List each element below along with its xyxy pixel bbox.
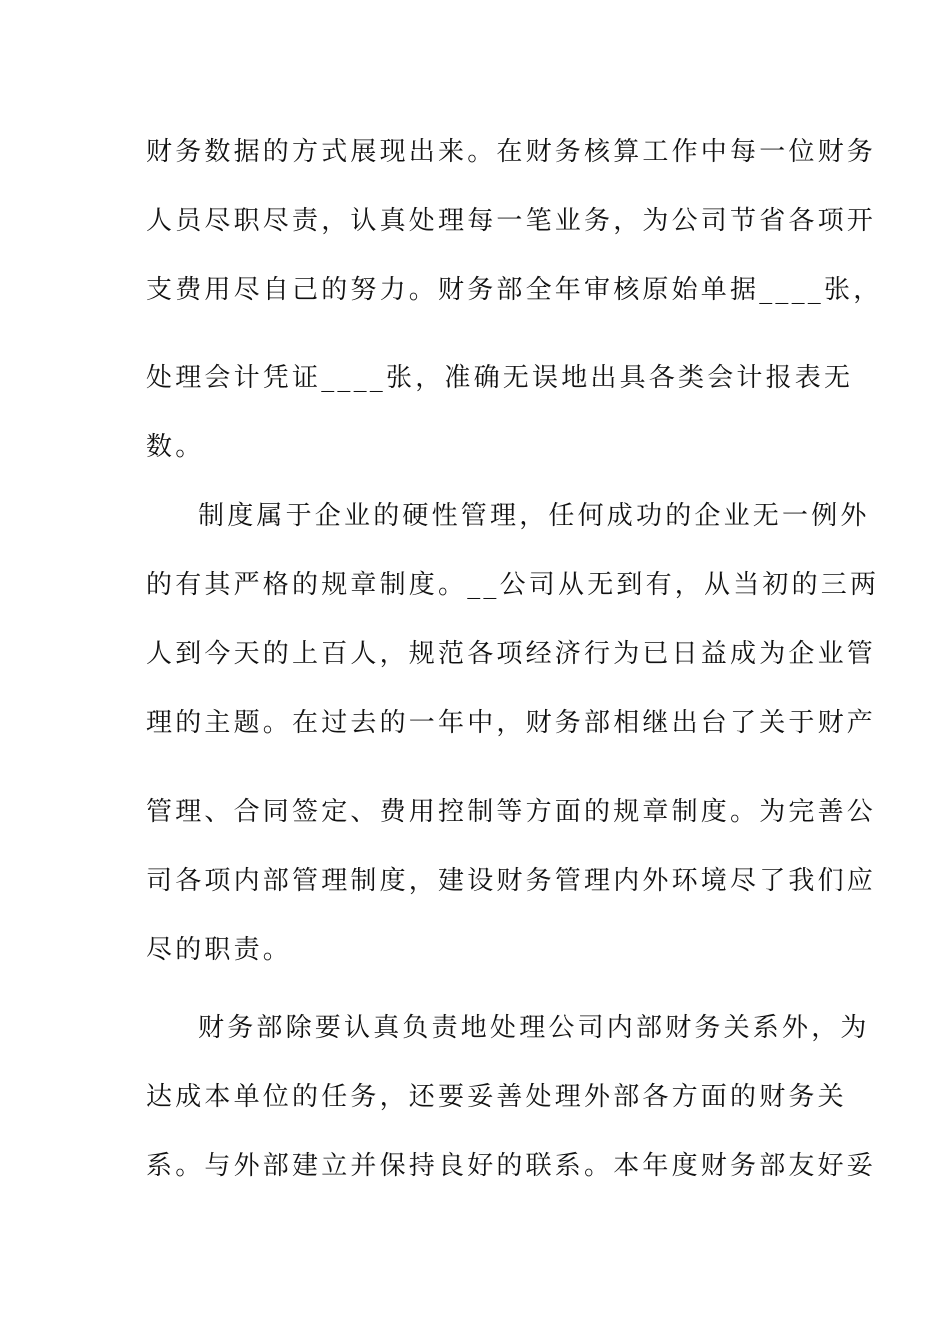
text-line: 人员尽职尽责，认真处理每一笔业务，为公司节省各项开 (146, 206, 877, 236)
text-line: 财务数据的方式展现出来。在财务核算工作中每一位财务 (146, 137, 877, 167)
paragraph-first-line: 制度属于企业的硬性管理，任何成功的企业无一例外 (198, 501, 870, 531)
text-line: 达成本单位的任务，还要妥善处理外部各方面的财务关 (146, 1082, 847, 1112)
text-line: 尽的职责。 (146, 935, 293, 965)
text-line: 处理会计凭证____张，准确无误地出具各类会计报表无 (146, 363, 854, 393)
text-line: 人到今天的上百人，规范各项经济行为已日益成为企业管 (146, 639, 877, 669)
text-line: 的有其严格的规章制度。__公司从无到有，从当初的三两 (146, 570, 880, 600)
paragraph-first-line: 财务部除要认真负责地处理公司内部财务关系外，为 (198, 1013, 870, 1043)
text-line: 系。与外部建立并保持良好的联系。本年度财务部友好妥 (146, 1151, 877, 1181)
text-line: 数。 (146, 432, 205, 462)
text-line: 司各项内部管理制度，建设财务管理内外环境尽了我们应 (146, 866, 877, 896)
text-line: 理的主题。在过去的一年中，财务部相继出台了关于财产 (146, 708, 877, 738)
text-line: 管理、合同签定、费用控制等方面的规章制度。为完善公 (146, 797, 877, 827)
text-line: 支费用尽自己的努力。财务部全年审核原始单据____张， (146, 275, 883, 305)
